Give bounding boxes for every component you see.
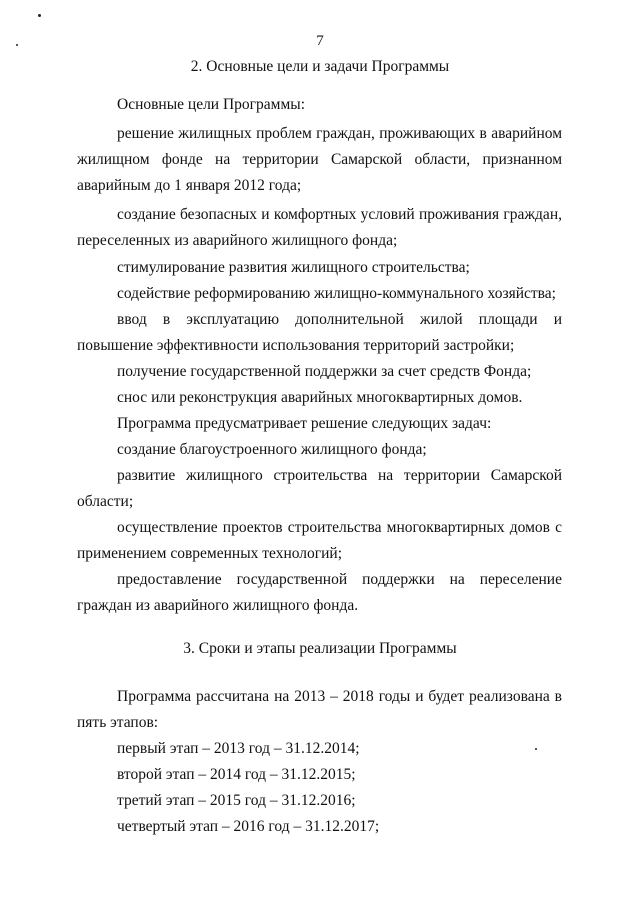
paragraph: четвертый этап – 2016 год – 31.12.2017;: [117, 818, 380, 835]
section-heading: 2. Основные цели и задачи Программы: [190, 58, 450, 75]
paragraph: предоставление государственной поддержки на переселение граждан из аварийного жилищного фонда.: [77, 571, 562, 614]
paragraph: второй этап – 2014 год – 31.12.2015;: [117, 766, 356, 783]
page-number: 7: [316, 33, 324, 49]
paragraph: создание безопасных и комфортных условий проживания граждан, переселенных из аварийного жилищного фонда;: [77, 206, 562, 249]
section-heading: 3. Сроки и этапы реализации Программы: [183, 640, 457, 657]
paragraph: Программа предусматривает решение следующих задач:: [117, 415, 492, 432]
paragraph: первый этап – 2013 год – 31.12.2014;: [117, 740, 360, 757]
paragraph: третий этап – 2015 год – 31.12.2016;: [117, 792, 356, 809]
paragraph: создание благоустроенного жилищного фонда;: [117, 441, 427, 458]
paragraph: содействие реформированию жилищно-коммунального хозяйства;: [117, 285, 556, 302]
paragraph: Основные цели Программы:: [117, 96, 305, 113]
paragraph: получение государственной поддержки за счет средств Фонда;: [117, 363, 532, 380]
paragraph: решение жилищных проблем граждан, проживающих в аварийном жилищном фонде на территории Самарской области, признанном аварийным до 1 января 2012 года;: [77, 125, 562, 194]
paragraph: осуществление проектов строительства многоквартирных домов с применением современных технологий;: [77, 519, 562, 562]
paragraph: развитие жилищного строительства на территории Самарской области;: [77, 467, 562, 510]
scan-speck: [38, 14, 41, 17]
paragraph: Программа рассчитана на 2013 – 2018 годы и будет реализована в пять этапов:: [77, 688, 562, 731]
paragraph: ввод в эксплуатацию дополнительной жилой площади и повышение эффективности использования территорий застройки;: [77, 311, 562, 354]
paragraph: снос или реконструкция аварийных многоквартирных домов.: [117, 389, 523, 406]
paragraph: стимулирование развития жилищного строительства;: [117, 259, 470, 276]
